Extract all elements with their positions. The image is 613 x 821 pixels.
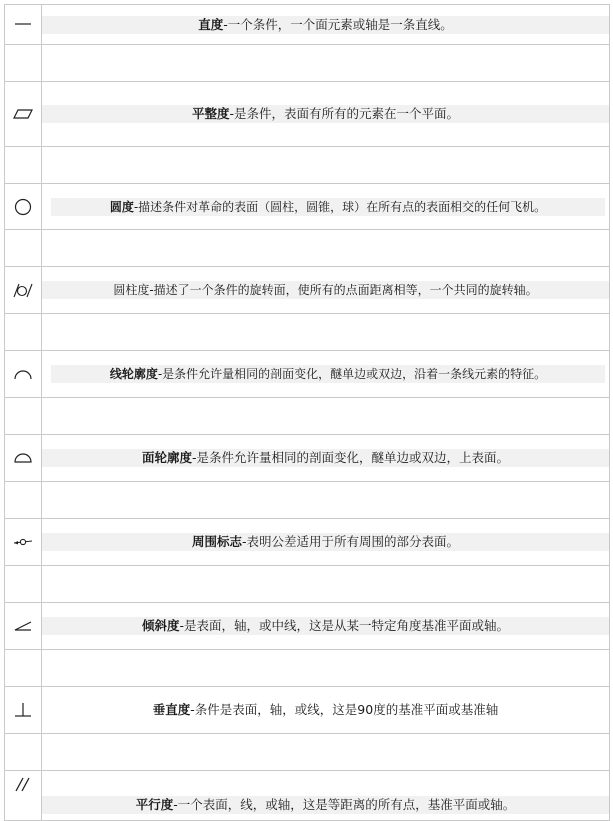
- table-row: [5, 771, 610, 821]
- spacer-row: [5, 650, 610, 687]
- table-row: [5, 519, 610, 566]
- gdt-symbol-table: [4, 4, 610, 821]
- table-row: [5, 603, 610, 650]
- description-text: [42, 281, 609, 299]
- description-cell: [42, 687, 610, 734]
- symbol-cell: [5, 5, 42, 45]
- table-row: [5, 82, 610, 147]
- description-text: [42, 796, 609, 814]
- description-cell: [42, 267, 610, 314]
- definition: -表明公差适用于所有周围的部分表面。: [242, 534, 460, 549]
- symbol-cell: [5, 351, 42, 398]
- spacer-row: [5, 314, 610, 351]
- all-around-icon: [12, 536, 34, 548]
- symbol-cell: [5, 184, 42, 230]
- table-row: [5, 435, 610, 482]
- definition: -一个条件，一个面元素或轴是一条直线。: [223, 16, 453, 32]
- spacer-row: [5, 230, 610, 267]
- term: 面轮廓度: [141, 450, 192, 465]
- description-text: [51, 365, 605, 383]
- table-row: [5, 687, 610, 734]
- term: 直度: [198, 16, 224, 32]
- definition: -条件是表面，轴，或线，这是90度的基准平面或基准轴: [190, 702, 499, 717]
- flatness-icon: [12, 107, 34, 121]
- description-text: [42, 533, 609, 551]
- spacer-row: [5, 45, 610, 82]
- perpendicularity-icon: [12, 701, 34, 719]
- definition: -是条件允许量相同的剖面变化，醚单边或双边，上表面。: [192, 450, 510, 465]
- symbol-cell: [5, 603, 42, 650]
- term: 平行度: [135, 797, 174, 812]
- symbol-cell: [5, 687, 42, 734]
- term: 平整度: [191, 106, 230, 121]
- term: 圆度: [109, 199, 134, 214]
- description-cell: [42, 519, 610, 566]
- surface-profile-icon: [12, 451, 34, 465]
- spacer-row: [5, 566, 610, 603]
- description-cell: [42, 5, 610, 45]
- spacer-row: [5, 482, 610, 519]
- description-cell: [42, 351, 610, 398]
- table-row: [5, 267, 610, 314]
- description-text: [42, 105, 609, 123]
- description-cell: [42, 82, 610, 147]
- symbol-cell: [5, 771, 42, 821]
- term: 周围标志: [191, 534, 242, 549]
- description-text: [51, 198, 605, 216]
- table-row: [5, 184, 610, 230]
- angularity-icon: [12, 619, 34, 633]
- symbol-cell: [5, 82, 42, 147]
- definition: 圆柱度-描述了一个条件的旋转面，使所有的点面距离相等，一个共同的旋转轴。: [113, 283, 538, 297]
- description-cell: [42, 435, 610, 482]
- symbol-cell: [5, 435, 42, 482]
- spacer-row: [5, 147, 610, 184]
- description-text: [42, 16, 609, 34]
- spacer-row: [5, 734, 610, 771]
- definition: -是条件，表面有所有的元素在一个平面。: [229, 106, 460, 121]
- line-profile-icon: [12, 367, 34, 381]
- symbol-cell: [5, 267, 42, 314]
- parallelism-icon: [12, 775, 34, 793]
- definition: -是表面，轴，或中线，这是从某一特定角度基准平面或轴。: [179, 618, 510, 633]
- description-text: [42, 449, 609, 467]
- cylindricity-icon: [12, 280, 34, 300]
- definition: -是条件允许量相同的剖面变化，醚单边或双边，沿着一条线元素的特征。: [157, 367, 547, 381]
- symbol-cell: [5, 519, 42, 566]
- description-text: [42, 617, 609, 635]
- definition: -一个表面，线，或轴，这是等距离的所有点，基准平面或轴。: [173, 797, 516, 812]
- description-cell: [42, 184, 610, 230]
- term: 倾斜度: [141, 618, 180, 633]
- straightness-icon: [13, 18, 33, 32]
- table-row: [5, 351, 610, 398]
- table-row: [5, 5, 610, 45]
- description-cell: [42, 771, 610, 821]
- description-text: [42, 701, 609, 719]
- description-cell: [42, 603, 610, 650]
- spacer-row: [5, 398, 610, 435]
- term: 垂直度: [152, 702, 191, 717]
- circularity-icon: [13, 197, 33, 217]
- definition: -描述条件对革命的表面（圆柱，圆锥，球）在所有点的表面相交的任何飞机。: [133, 199, 547, 214]
- term: 线轮廓度: [109, 367, 158, 381]
